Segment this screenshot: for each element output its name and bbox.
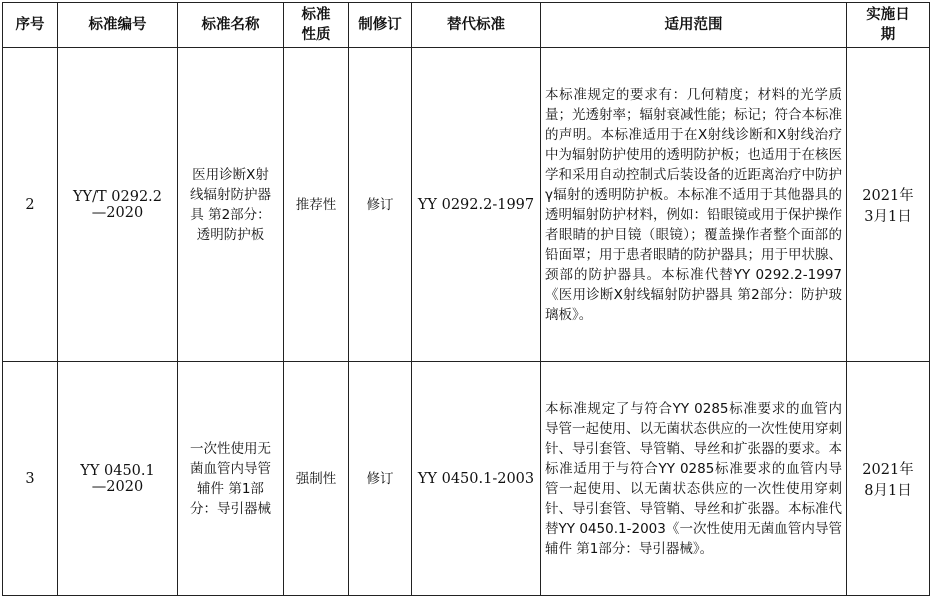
header-row <box>3 3 930 48</box>
header-standard-number: 标准编号 <box>58 3 178 48</box>
header-standard-name: 标准名称 <box>178 3 284 48</box>
row-standard-number: YY 0450.1—2020 <box>58 362 178 596</box>
row-seq: 3 <box>3 362 58 596</box>
row-revision: 修订 <box>349 362 412 596</box>
standards-table <box>2 2 930 596</box>
header-revision: 制修订 <box>349 3 412 48</box>
row-nature: 强制性 <box>284 362 349 596</box>
row-standard-name: 医用诊断X射线辐射防护器具 第2部分：透明防护板 <box>178 48 284 362</box>
row-effective-date: 2021年8月1日 <box>847 362 930 596</box>
row-nature: 推荐性 <box>284 48 349 362</box>
row-revision: 修订 <box>349 48 412 362</box>
row-seq: 2 <box>3 48 58 362</box>
row-replaced-standard: YY 0292.2-1997 <box>412 48 541 362</box>
table-row <box>3 48 930 362</box>
table-row <box>3 362 930 596</box>
row-replaced-standard: YY 0450.1-2003 <box>412 362 541 596</box>
row-effective-date: 2021年3月1日 <box>847 48 930 362</box>
row-standard-number: YY/T 0292.2—2020 <box>58 48 178 362</box>
row-scope: 本标准规定了与符合YY 0285标准要求的血管内导管一起使用、以无菌状态供应的一次性使用穿刺针、导引套管、导管鞘、导丝和扩张器的要求。本标准适用于与符合YY 0285标准要求的血管内导管一起使用、以无菌状态供应的一次性使用穿刺针、导引套管、导管鞘、导丝和扩张器。本标准代替YY 0450.1-2003《一次性使用无菌血管内导管辅件 第1部分：导引器械》。 <box>541 362 847 596</box>
header-nature: 标准性质 <box>284 3 349 48</box>
row-scope: 本标准规定的要求有：几何精度；材料的光学质量；光透射率；辐射衰减性能；标记；符合本标准的声明。本标准适用于在X射线诊断和X射线治疗中为辐射防护使用的透明防护板；也适用于在核医学和采用自动控制式后装设备的近距离治疗中防护γ辐射的透明防护板。本标准不适用于其他器具的透明辐射防护材料，例如：铅眼镜或用于保护操作者眼睛的护目镜（眼镜）；覆盖操作者整个面部的铅面罩；用于患者眼睛的防护器具；用于甲状腺、颈部的防护器具。本标准代替YY 0292.2-1997《医用诊断X射线辐射防护器具 第2部分：防护玻璃板》。 <box>541 48 847 362</box>
header-seq: 序号 <box>3 3 58 48</box>
header-replaced-standard: 替代标准 <box>412 3 541 48</box>
row-standard-name: 一次性使用无菌血管内导管辅件 第1部分：导引器械 <box>178 362 284 596</box>
header-effective-date: 实施日期 <box>847 3 930 48</box>
header-scope: 适用范围 <box>541 3 847 48</box>
